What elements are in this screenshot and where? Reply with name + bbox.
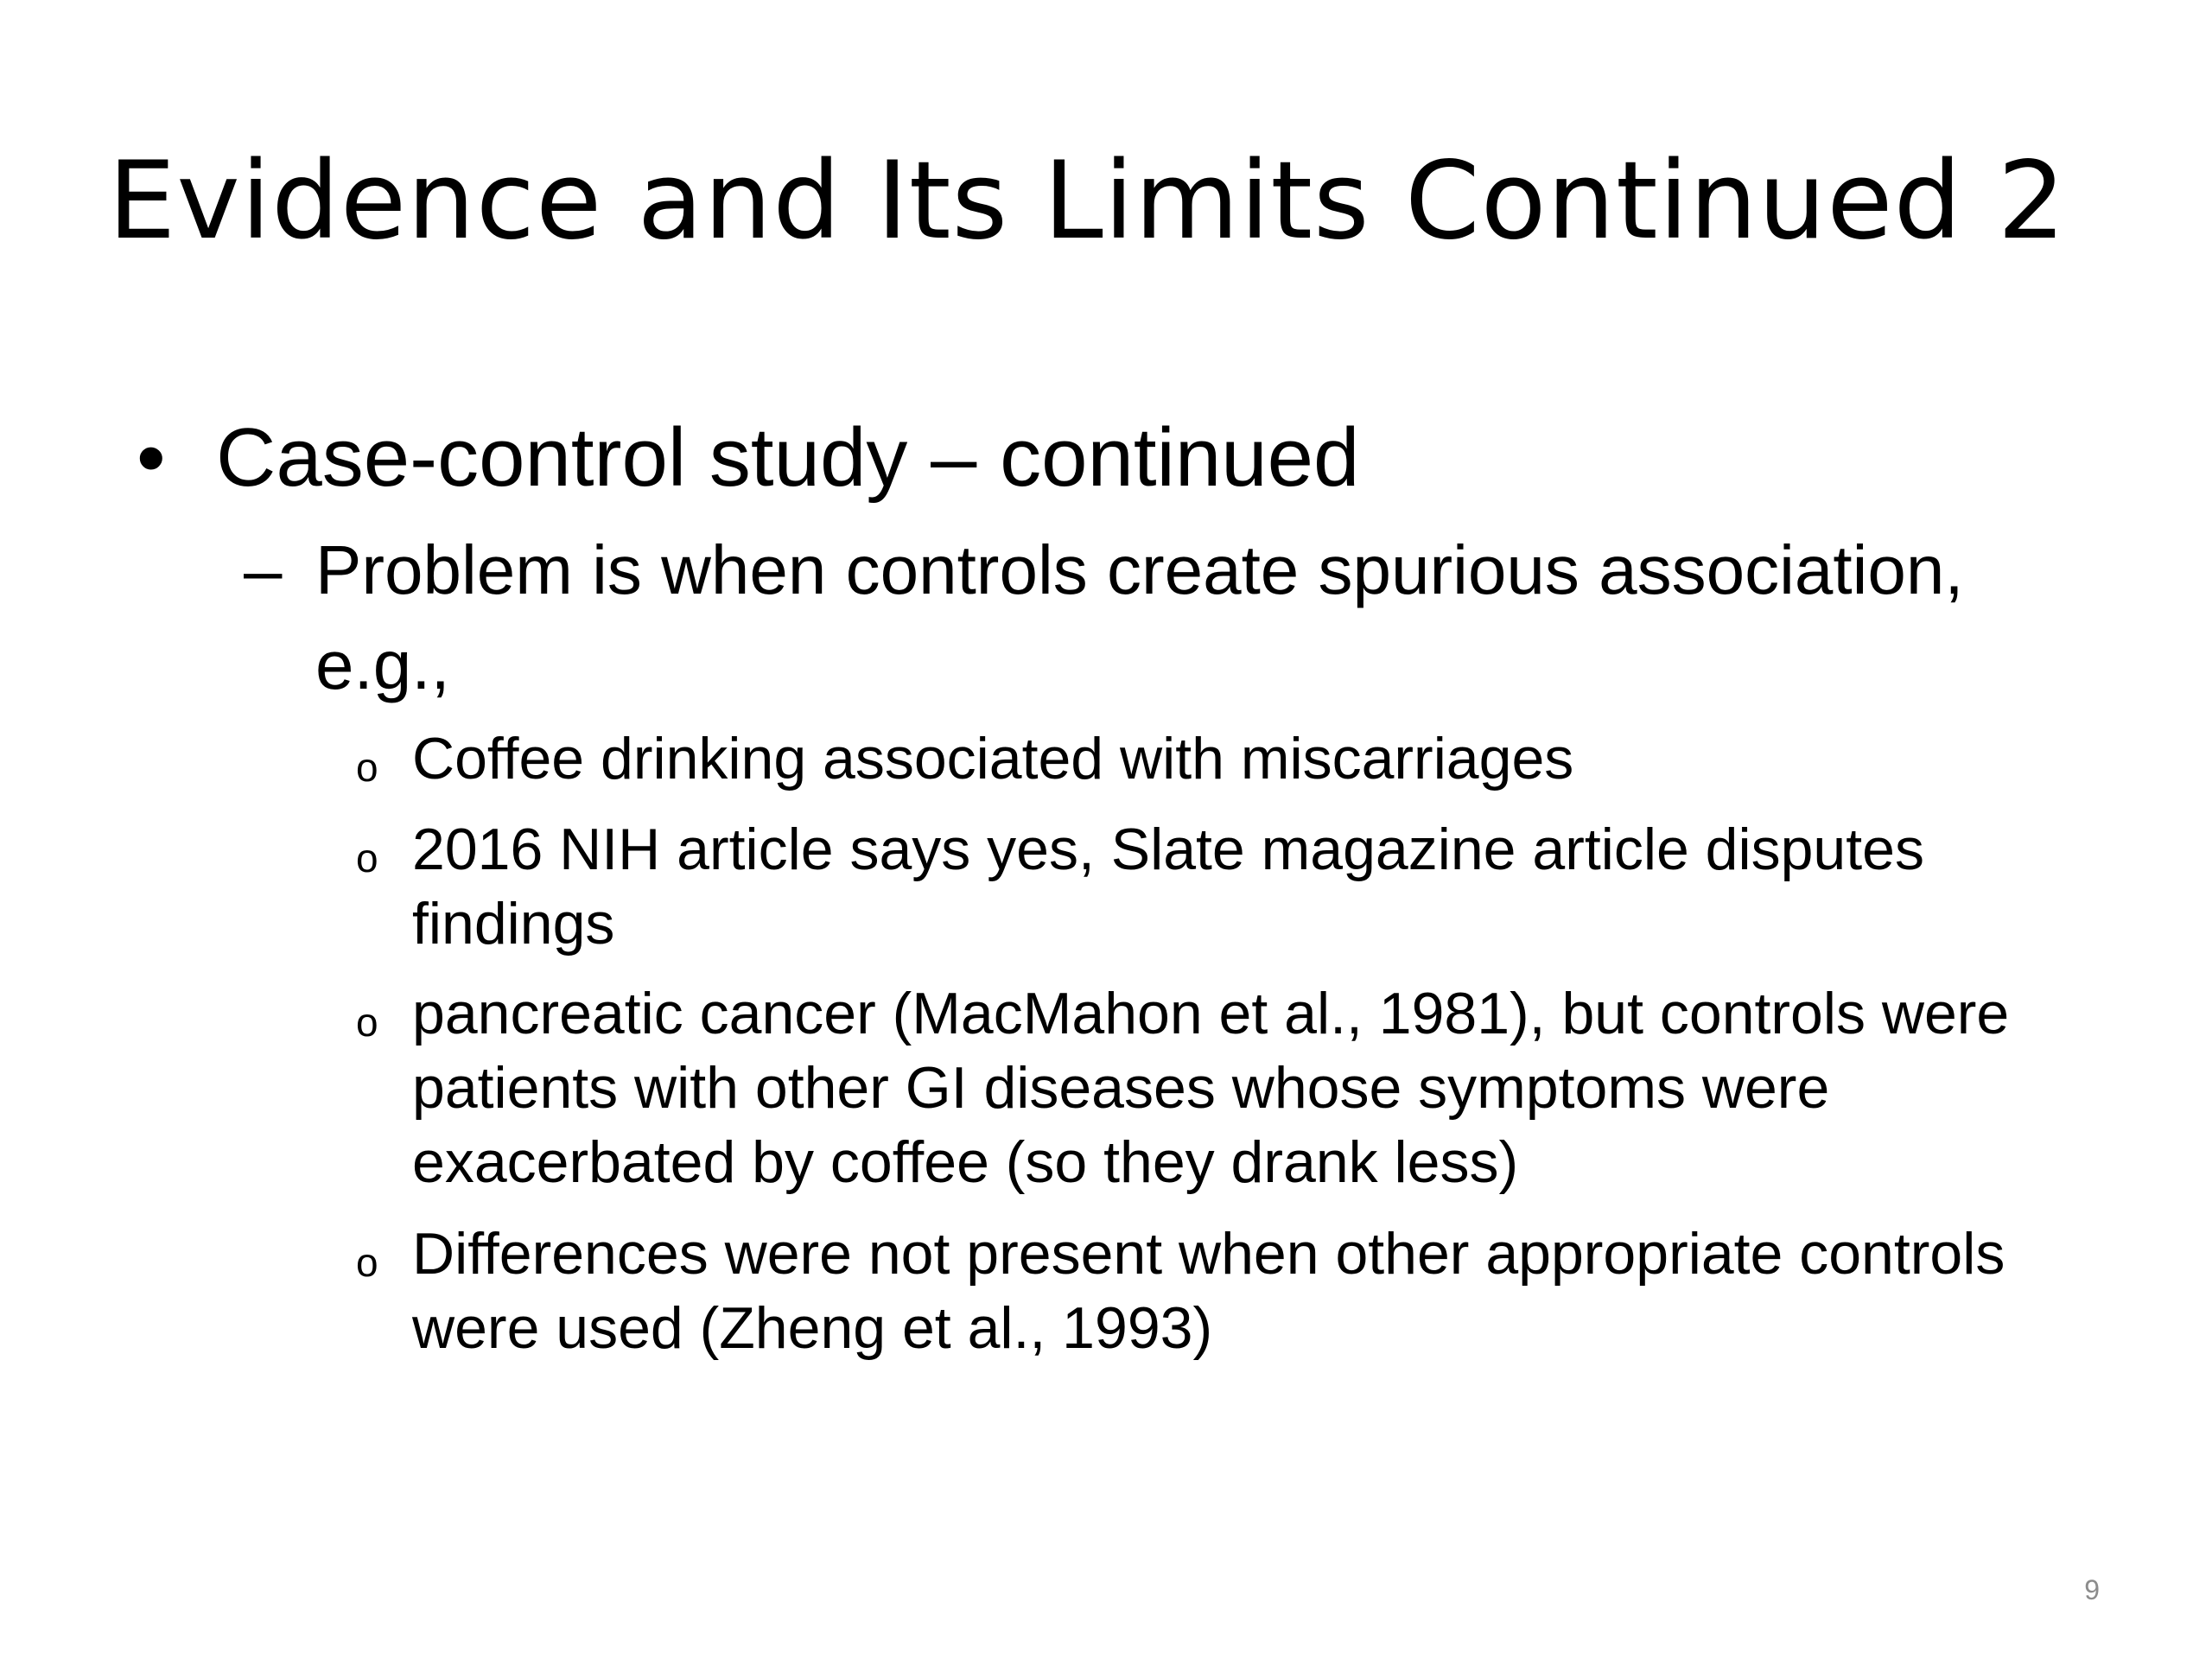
bullet-level-2: Problem is when controls create spurious association, e.g., — [315, 531, 1964, 703]
bullet-level-1: Case-control study – continued — [216, 411, 1360, 504]
circle-bullet-icon: o — [356, 836, 378, 880]
sub-bullet-text: pancreatic cancer (MacMahon et al., 1981), but controls were patients with other GI diseases whose symptoms were exacerbated by coffee (so they drank less) — [412, 981, 2010, 1195]
bullet-marker: • — [137, 411, 166, 504]
sub-bullet-text: Coffee drinking associated with miscarriages — [412, 726, 1574, 791]
slide-title: Evidence and Its Limits Continued 2 — [108, 139, 2067, 264]
circle-bullet-icon: o — [356, 745, 378, 790]
slide-number: 9 — [2084, 1574, 2100, 1605]
sub-bullet-text: 2016 NIH article says yes, Slate magazine article disputes findings — [412, 817, 1924, 957]
sub-bullet-text: Differences were not present when other appropriate controls were used (Zheng et al., 1993) — [412, 1221, 2005, 1361]
circle-bullet-icon: o — [356, 1000, 378, 1045]
dash-marker: – — [244, 531, 283, 608]
circle-bullet-icon: o — [356, 1240, 378, 1285]
